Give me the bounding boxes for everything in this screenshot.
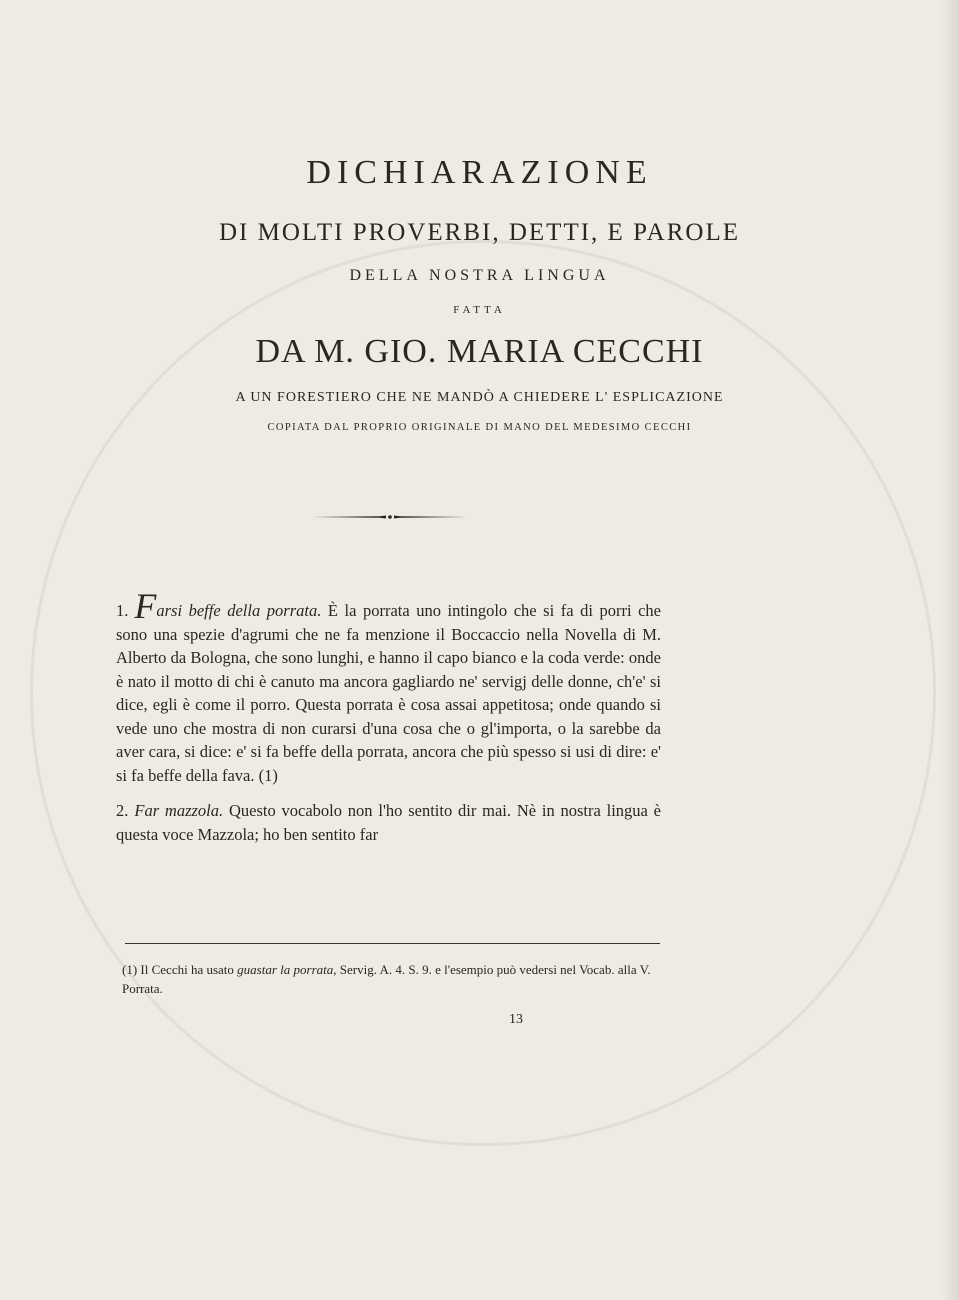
- footnote-marker: (1): [122, 962, 138, 977]
- title-block: [0, 148, 959, 435]
- entry-number: 1.: [116, 601, 129, 620]
- footnote-rule: [125, 943, 660, 944]
- source-line: COPIATA DAL PROPRIO ORIGINALE DI MANO DEL MEDESIMO CECCHI: [267, 422, 692, 433]
- subtitle-line-4: FATTA: [453, 304, 506, 316]
- entry-number: 2.: [116, 801, 129, 820]
- author-line: DA M. GIO. MARIA CECCHI: [255, 333, 704, 370]
- footnote-italic: guastar la porrata: [237, 962, 334, 977]
- footnote: [122, 960, 662, 998]
- footnote-text: Il Cecchi ha usato: [140, 962, 234, 977]
- entry-text: Questo vocabolo non l'ho sentito dir mai. Nè in nostra lingua è questa voce Mazzola; ho ben sentito far: [116, 801, 662, 844]
- entry-2: [116, 799, 661, 846]
- dedication-line: A UN FORESTIERO CHE NE MANDÒ A CHIEDERE L' ESPLICAZIONE: [235, 390, 724, 405]
- page-number: 13: [509, 1012, 523, 1027]
- footnote-text-after: , Servig. A. 4. S. 9. e l'esempio può vedersi nel Vocab. alla V. Porrata.: [122, 962, 651, 996]
- entry-text: È la porrata uno intingolo che si fa di porri che sono una spezie d'agrumi che ne fa menzione il Boccaccio nella Novella di M. Alberto da Bologna, che sono lunghi, e hanno il capo bianco e la coda verde: onde è nato il motto di chi è canuto ma ancora gagliardo ne' servigj delle donne, ch'e' si dice, egli è come il porro. Questa porrata è cosa assai appetitosa; onde quando si vede uno che mostra di non curarsi d'una cosa che o gl'importa, o la sarebbe da aver cara, si dice: e' si fa beffe della porrata, ancora che più spesso si usi di dire: e' si fa beffe della fava. (1): [116, 601, 661, 785]
- entry-headword: Far mazzola.: [134, 801, 224, 820]
- body-text: [116, 586, 662, 846]
- main-title: DICHIARAZIONE: [306, 154, 653, 191]
- drop-cap: F: [134, 586, 157, 626]
- entry-1: [116, 586, 661, 787]
- ornament-divider: [310, 512, 470, 522]
- subtitle-line-3: DELLA NOSTRA LINGUA: [349, 267, 610, 284]
- subtitle: DI MOLTI PROVERBI, DETTI, E PAROLE: [218, 219, 740, 246]
- entry-headword: arsi beffe della porrata.: [156, 601, 322, 620]
